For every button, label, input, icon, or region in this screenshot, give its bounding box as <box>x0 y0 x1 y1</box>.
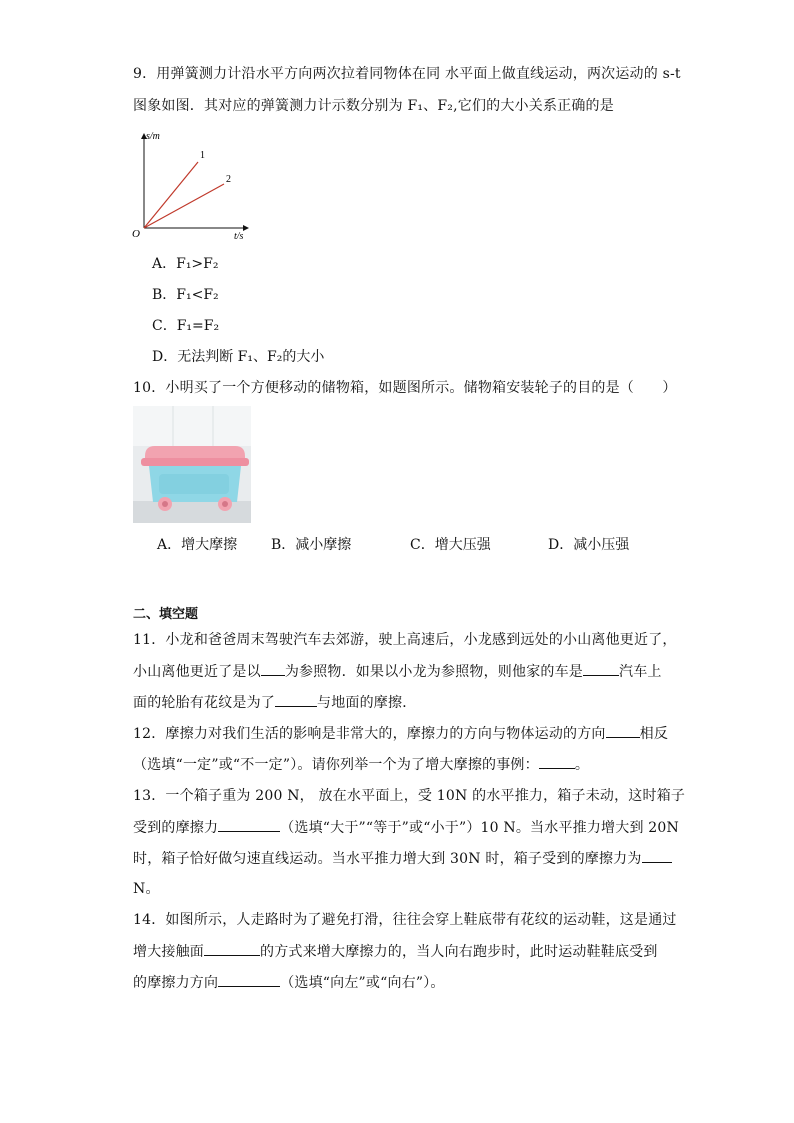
q12-line2: （选填“一定”或“不一定”）。请你列举一个为了增大摩擦的事例： 。 <box>133 754 589 775</box>
graph-line-2 <box>144 184 224 228</box>
y-axis-label: s/m <box>146 131 160 142</box>
q14-blank-1[interactable] <box>204 941 260 956</box>
q14-line2: 增大接触面 的方式来增大摩擦力的，当人向右跑步时，此时运动鞋鞋底受到 <box>133 941 658 962</box>
storage-box-photo <box>133 406 251 523</box>
q12-line1: 12．摩擦力对我们生活的影响是非常大的，摩擦力的方向与物体运动的方向 相反 <box>133 723 668 744</box>
q9-stem-line2: 图象如图．其对应的弹簧测力计示数分别为 F₁、F₂,它们的大小关系正确的是 <box>133 98 614 114</box>
q11-blank-1[interactable] <box>261 661 285 676</box>
x-axis-label: t/s <box>234 231 244 242</box>
s-t-graph <box>128 128 258 243</box>
q9-option-c[interactable]: C．F₁=F₂ <box>152 318 220 334</box>
q10-stem: 10．小明买了一个方便移动的储物箱，如题图所示。储物箱安装轮子的目的是（ ） <box>133 380 677 396</box>
q11-blank-3[interactable] <box>275 692 317 707</box>
q14-line1: 14．如图所示，人走路时为了避免打滑，往往会穿上鞋底带有花纹的运动鞋，这是通过 <box>133 912 677 928</box>
q13-line4: N。 <box>133 881 160 897</box>
q12-blank-1[interactable] <box>606 723 640 738</box>
q14-blank-2[interactable] <box>218 972 280 987</box>
q11-blank-2[interactable] <box>583 661 619 676</box>
q10-option-c[interactable]: C．增大压强 <box>410 537 491 553</box>
q11-line3: 面的轮胎有花纹是为了 与地面的摩擦． <box>133 692 416 713</box>
q13-line2: 受到的摩擦力 （选填“大于”“等于”或“小于”）10 N。当水平推力增大到 20N <box>133 817 679 838</box>
q10-option-a[interactable]: A．增大摩擦 <box>157 537 238 553</box>
line-2-label: 2 <box>226 174 231 185</box>
q14-line3: 的摩擦力方向 （选填“向左”或“向右”）。 <box>133 972 445 993</box>
q9-option-d[interactable]: D．无法判断 F₁、F₂的大小 <box>152 349 325 365</box>
line-1-label: 1 <box>200 150 205 161</box>
q10-option-d[interactable]: D．减小压强 <box>548 537 630 553</box>
q13-blank-1[interactable] <box>218 817 280 832</box>
q9-option-b[interactable]: B．F₁<F₂ <box>152 287 219 303</box>
q13-line1: 13．一个箱子重为 200 N， 放在水平面上，受 10N 的水平推力，箱子未动，这时箱子 <box>133 788 686 804</box>
q9-stem-line1: 9．用弹簧测力计沿水平方向两次拉着同物体在同 水平面上做直线运动，两次运动的 s-t <box>133 66 681 82</box>
q13-line3: 时，箱子恰好做匀速直线运动。当水平推力增大到 30N 时，箱子受到的摩擦力为 <box>133 848 672 869</box>
graph-line-1 <box>144 162 198 228</box>
q9-option-a[interactable]: A．F₁>F₂ <box>152 256 219 272</box>
q10-option-b[interactable]: B．减小摩擦 <box>271 537 352 553</box>
q11-line1: 11．小龙和爸爸周末驾驶汽车去郊游，驶上高速后，小龙感到远处的小山离他更近了， <box>133 632 677 648</box>
origin-label: O <box>132 228 140 240</box>
q12-blank-2[interactable] <box>539 754 575 769</box>
section-title-fill-in: 二、填空题 <box>133 607 199 622</box>
q13-blank-2[interactable] <box>642 848 672 863</box>
q11-line2: 小山离他更近了是以 为参照物．如果以小龙为参照物，则他家的车是 汽车上 <box>133 661 662 682</box>
